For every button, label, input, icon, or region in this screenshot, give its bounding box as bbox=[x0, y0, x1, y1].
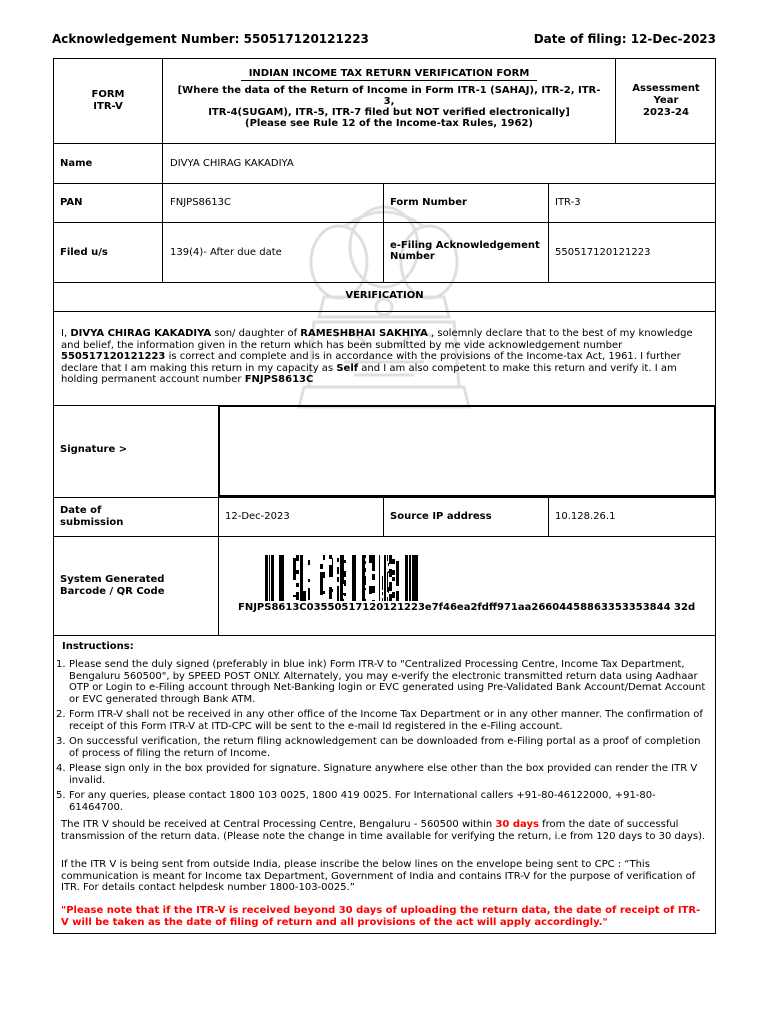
barcode-qr-icon bbox=[262, 555, 422, 601]
date-of-submission-value: 12-Dec-2023 bbox=[225, 511, 290, 522]
name-label: Name bbox=[60, 158, 93, 169]
pan-label: PAN bbox=[60, 197, 83, 208]
pan-value: FNJPS8613C bbox=[170, 197, 231, 208]
verif-i: I, bbox=[61, 328, 68, 339]
form-word: FORM bbox=[91, 89, 125, 100]
submission-label-line-2: submission bbox=[60, 517, 124, 528]
instruction-text: Please send the duly signed (preferably in blue ink) Form ITR-V to "Centralized Processing Centre, Income Tax Department, Bengaluru 560500", by SPEED POST ONLY. Alternately, you may e-verify the electronic transmitted return data using Aadhaar OTP or Login to e-Filing account through Net-Banking login or EVC generated using Pre-Validated Bank Account/Demat Account or EVC generated through Bank ATM. bbox=[69, 659, 706, 705]
warning-note: "Please note that if the ITR-V is received beyond 30 days of uploading the return data, the date of receipt of ITR-V will be taken as the date of filing of return and all provisions of the act will apply accordingly." bbox=[61, 905, 701, 928]
instruction-text: Please sign only in the box provided for signature. Signature anywhere else other than the box provided can render the ITR V invalid. bbox=[69, 763, 698, 786]
verification-paragraph bbox=[61, 328, 711, 386]
instruction-item bbox=[54, 790, 709, 813]
instruction-number: 1. bbox=[56, 659, 66, 670]
verif-text-2: is correct and complete and is in accordance with the provisions of the Income-tax Act, 1961. I further declare that I am making this return in my capacity as bbox=[61, 351, 681, 374]
form-number-value: ITR-3 bbox=[555, 197, 581, 208]
instruction-text: Form ITR-V shall not be received in any other office of the Income Tax Department or in any other manner. The confirmation of receipt of this Form ITR-V at ITD-CPC will be sent to the e-mail Id registered in the e-Filing account. bbox=[69, 709, 703, 732]
barcode-label bbox=[60, 574, 165, 598]
barcode-label-line-2: Barcode / QR Code bbox=[60, 586, 165, 597]
form-title-block bbox=[166, 68, 612, 129]
instruction-text: On successful verification, the return filing acknowledgement can be downloaded from e-Filing portal as a proof of completion of process of filing the return of Income. bbox=[69, 736, 701, 759]
ay-label-1: Assessment bbox=[632, 83, 700, 94]
assessment-year bbox=[616, 83, 716, 119]
instruction-item bbox=[54, 763, 709, 786]
instruction-number: 4. bbox=[56, 763, 66, 774]
efiling-label-line-2: Number bbox=[390, 251, 435, 262]
receipt-deadline-paragraph bbox=[61, 819, 706, 842]
instruction-number: 3. bbox=[56, 736, 66, 747]
signature-label: Signature > bbox=[60, 444, 128, 455]
efiling-ack-value: 550517120121223 bbox=[555, 247, 651, 258]
filed-us-value: 139(4)- After due date bbox=[170, 247, 282, 258]
verif-capacity: Self bbox=[336, 362, 359, 374]
date-value: 12-Dec-2023 bbox=[630, 32, 716, 46]
form-number-label: Form Number bbox=[390, 197, 467, 208]
instructions-list bbox=[54, 659, 709, 817]
instruction-number: 2. bbox=[56, 709, 66, 720]
verif-text-3: and I am also competent to make this return and verify it. I am holding permanent account number bbox=[61, 362, 677, 385]
efiling-label-line-1: e-Filing Acknowledgement bbox=[390, 240, 540, 251]
para1-text-b: from the date of successful transmission of the return data. (Please note the change in time available for verifying the return, i.e from 120 days to 30 days). bbox=[61, 819, 706, 842]
instruction-number: 5. bbox=[56, 790, 66, 801]
ack-label: Acknowledgement Number: bbox=[52, 32, 240, 46]
filed-us-label: Filed u/s bbox=[60, 247, 108, 258]
form-type: ITR-V bbox=[93, 101, 123, 112]
para1-text-a: The ITR V should be received at Central Processing Centre, Bengaluru - 560500 within bbox=[61, 819, 493, 830]
verif-father-name: RAMESHBHAI SAKHIYA bbox=[300, 328, 428, 339]
subtitle-line-1: [Where the data of the Return of Income in Form ITR-1 (SAHAJ), ITR-2, ITR- bbox=[177, 85, 601, 96]
verif-name: DIVYA CHIRAG KAKADIYA bbox=[70, 328, 212, 339]
verif-ack-number: 550517120121223 bbox=[61, 351, 166, 362]
instruction-item bbox=[54, 736, 709, 759]
itr-v-form bbox=[53, 58, 716, 934]
submission-label-line-1: Date of bbox=[60, 505, 102, 516]
barcode-text: FNJPS8613C03550517120121223e7f46ea2fdff971aa26604458863353353844 32d bbox=[238, 602, 696, 613]
subtitle-line-4: (Please see Rule 12 of the Income-tax Rules, 1962) bbox=[245, 118, 533, 129]
form-label bbox=[54, 89, 162, 113]
para1-days: 30 days bbox=[495, 819, 539, 830]
date-of-filing-line bbox=[534, 32, 716, 46]
source-ip-value: 10.128.26.1 bbox=[555, 511, 616, 522]
source-ip-label: Source IP address bbox=[390, 511, 492, 522]
signature-box[interactable] bbox=[218, 405, 716, 497]
subtitle-line-2: 3, bbox=[383, 96, 395, 107]
name-value: DIVYA CHIRAG KAKADIYA bbox=[170, 158, 294, 169]
subtitle-line-3: ITR-4(SUGAM), ITR-5, ITR-7 filed but NOT verified electronically] bbox=[208, 107, 570, 118]
verif-text-1: , solemnly declare that to the best of my knowledge and belief, the information given in the return which has been submitted by me vide acknowledgement number bbox=[61, 328, 693, 351]
date-of-submission-label bbox=[60, 505, 123, 529]
ay-value: 2023-24 bbox=[643, 107, 689, 118]
instruction-item bbox=[54, 659, 709, 705]
instruction-text: For any queries, please contact 1800 103 0025, 1800 419 0025. For International callers +91-80-46122000, +91-80-61464700. bbox=[69, 790, 656, 813]
barcode-label-line-1: System Generated bbox=[60, 574, 165, 585]
verification-heading: VERIFICATION bbox=[345, 290, 424, 301]
ay-label-2: Year bbox=[653, 95, 679, 106]
date-label: Date of filing: bbox=[533, 32, 627, 46]
form-title: INDIAN INCOME TAX RETURN VERIFICATION FORM bbox=[241, 68, 538, 81]
outside-india-paragraph: If the ITR V is being sent from outside India, please inscribe the below lines on the envelope being sent to CPC : “This communication is meant for Income tax Department, Government of India and contains ITR-V for the purpose of verification of ITR. For details contact helpdesk number 1800-103-0025.” bbox=[61, 859, 696, 893]
efiling-ack-label bbox=[390, 240, 540, 262]
acknowledgement-number-line bbox=[52, 32, 369, 46]
instruction-item bbox=[54, 709, 709, 732]
ack-number: 550517120121223 bbox=[243, 32, 369, 46]
instructions-title: Instructions: bbox=[62, 641, 134, 652]
verif-son-of: son/ daughter of bbox=[214, 328, 298, 339]
verif-pan: FNJPS8613C bbox=[244, 374, 314, 385]
form-subtitle bbox=[166, 85, 612, 129]
